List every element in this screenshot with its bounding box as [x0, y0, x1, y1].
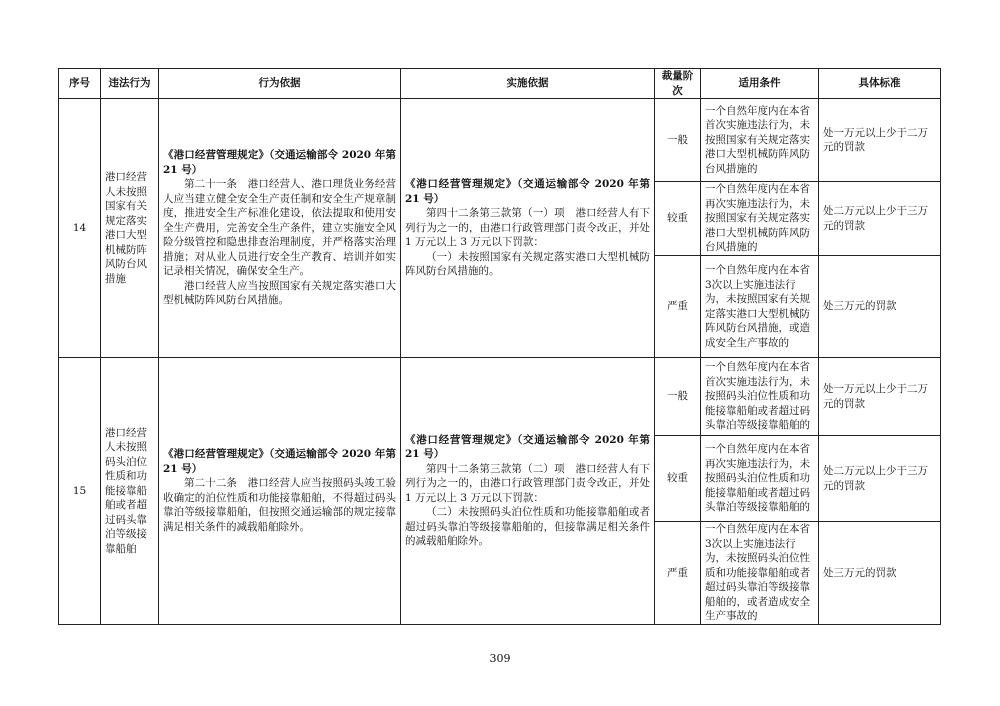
standard-cell: 处一万元以上少于二万元的罚款	[819, 99, 941, 182]
standard-cell: 处一万元以上少于二万元的罚款	[819, 358, 941, 436]
impl-paragraph: （二）未按照码头泊位性质和功能接靠船舶或者超过码头靠泊等级接靠船舶的，但接靠满足相关条件的减载船舶除外。	[405, 506, 650, 548]
table-row	[59, 358, 941, 436]
condition-cell: 一个自然年度内在本省3次以上实施违法行为，未按照码头泊位性质和功能接靠船舶或者超过码头靠泊等级接靠船舶的，或者造成安全生产事故的	[701, 522, 819, 625]
header-conditions: 适用条件	[701, 69, 819, 99]
header-impl-basis: 实施依据	[401, 69, 655, 99]
condition-cell: 一个自然年度内在本省再次实施违法行为，未按照码头泊位性质和功能接靠船舶或者超过码头靠泊等级接靠船舶的	[701, 436, 819, 522]
row-seq: 14	[59, 99, 101, 358]
condition-cell: 一个自然年度内在本省3次以上实施违法行为，未按照国家有关规定落实港口大型机械防阵风防台风措施，或造成安全生产事故的	[701, 256, 819, 358]
act-paragraph: 第二十二条 港口经营人应当按照码头竣工验收确定的泊位性质和功能接靠船舶，不得超过码头靠泊等级接靠船舶，但按照交通运输部的规定接靠满足相关条件的减载船舶除外。	[163, 477, 396, 533]
header-level: 裁量阶次	[655, 69, 701, 99]
standard-cell: 处二万元以上少于三万元的罚款	[819, 182, 941, 256]
row-act-basis	[159, 99, 401, 358]
header-standard: 具体标准	[819, 69, 941, 99]
header-seq: 序号	[59, 69, 101, 99]
impl-ref: 《港口经营管理规定》（交通运输部令 2020 年第 21 号）	[405, 178, 650, 205]
level-cell: 一般	[655, 99, 701, 182]
table-row	[59, 99, 941, 182]
page-number: 309	[489, 652, 511, 665]
row-seq: 15	[59, 358, 101, 625]
act-paragraph: 第二十一条 港口经营人、港口理货业务经营人应当建立健全安全生产责任制和安全生产规章制度，推进安全生产标准化建设，依法提取和使用安全生产费用，完善安全生产条件，建立实施安全风险分级管控和隐患排查治理制度，并严格落实治理措施；对从业人员进行安全生产教育、培训并如实记录相关情况，确保安全生产。	[163, 178, 396, 278]
row-impl-basis	[401, 358, 655, 625]
condition-cell: 一个自然年度内在本省首次实施违法行为，未按照码头泊位性质和功能接靠船舶或者超过码头靠泊等级接靠船舶的	[701, 358, 819, 436]
condition-cell: 一个自然年度内在本省再次实施违法行为，未按照国家有关规定落实港口大型机械防阵风防台风措施的	[701, 182, 819, 256]
condition-cell: 一个自然年度内在本省首次实施违法行为，未按照国家有关规定落实港口大型机械防阵风防台风措施的	[701, 99, 819, 182]
level-cell: 一般	[655, 358, 701, 436]
act-ref: 《港口经营管理规定》（交通运输部令 2020 年第 21 号）	[163, 149, 396, 176]
act-paragraph: 港口经营人应当按照国家有关规定落实港口大型机械防阵风防台风措施。	[163, 279, 396, 307]
level-cell: 较重	[655, 436, 701, 522]
row-violation: 港口经营人未按照码头泊位性质和功能接靠船舶或者超过码头靠泊等级接靠船舶	[101, 358, 159, 625]
row-act-basis	[159, 358, 401, 625]
impl-paragraph: 第四十二条第三款第（一）项 港口经营人有下列行为之一的，由港口行政管理部门责令改正，并处 1 万元以上 3 万元以下罚款：	[405, 207, 650, 249]
header-violation: 违法行为	[101, 69, 159, 99]
row-violation: 港口经营人未按照国家有关规定落实港口大型机械防阵风防台风措施	[101, 99, 159, 358]
impl-paragraph: 第四十二条第三款第（二）项 港口经营人有下列行为之一的，由港口行政管理部门责令改正，并处 1 万元以上 3 万元以下罚款：	[405, 462, 650, 504]
level-cell: 较重	[655, 182, 701, 256]
table-header-row	[59, 69, 941, 99]
standard-cell: 处三万元的罚款	[819, 522, 941, 625]
row-impl-basis	[401, 99, 655, 358]
level-cell: 严重	[655, 256, 701, 358]
penalty-table	[58, 68, 941, 625]
impl-ref: 《港口经营管理规定》（交通运输部令 2020 年第 21 号）	[405, 433, 650, 461]
standard-cell: 处二万元以上少于三万元的罚款	[819, 436, 941, 522]
header-act-basis: 行为依据	[159, 69, 401, 99]
impl-paragraph: （一）未按照国家有关规定落实港口大型机械防阵风防台风措施的。	[405, 250, 650, 278]
standard-cell: 处三万元的罚款	[819, 256, 941, 358]
act-ref: 《港口经营管理规定》（交通运输部令 2020 年第 21 号）	[163, 448, 396, 475]
level-cell: 严重	[655, 522, 701, 625]
